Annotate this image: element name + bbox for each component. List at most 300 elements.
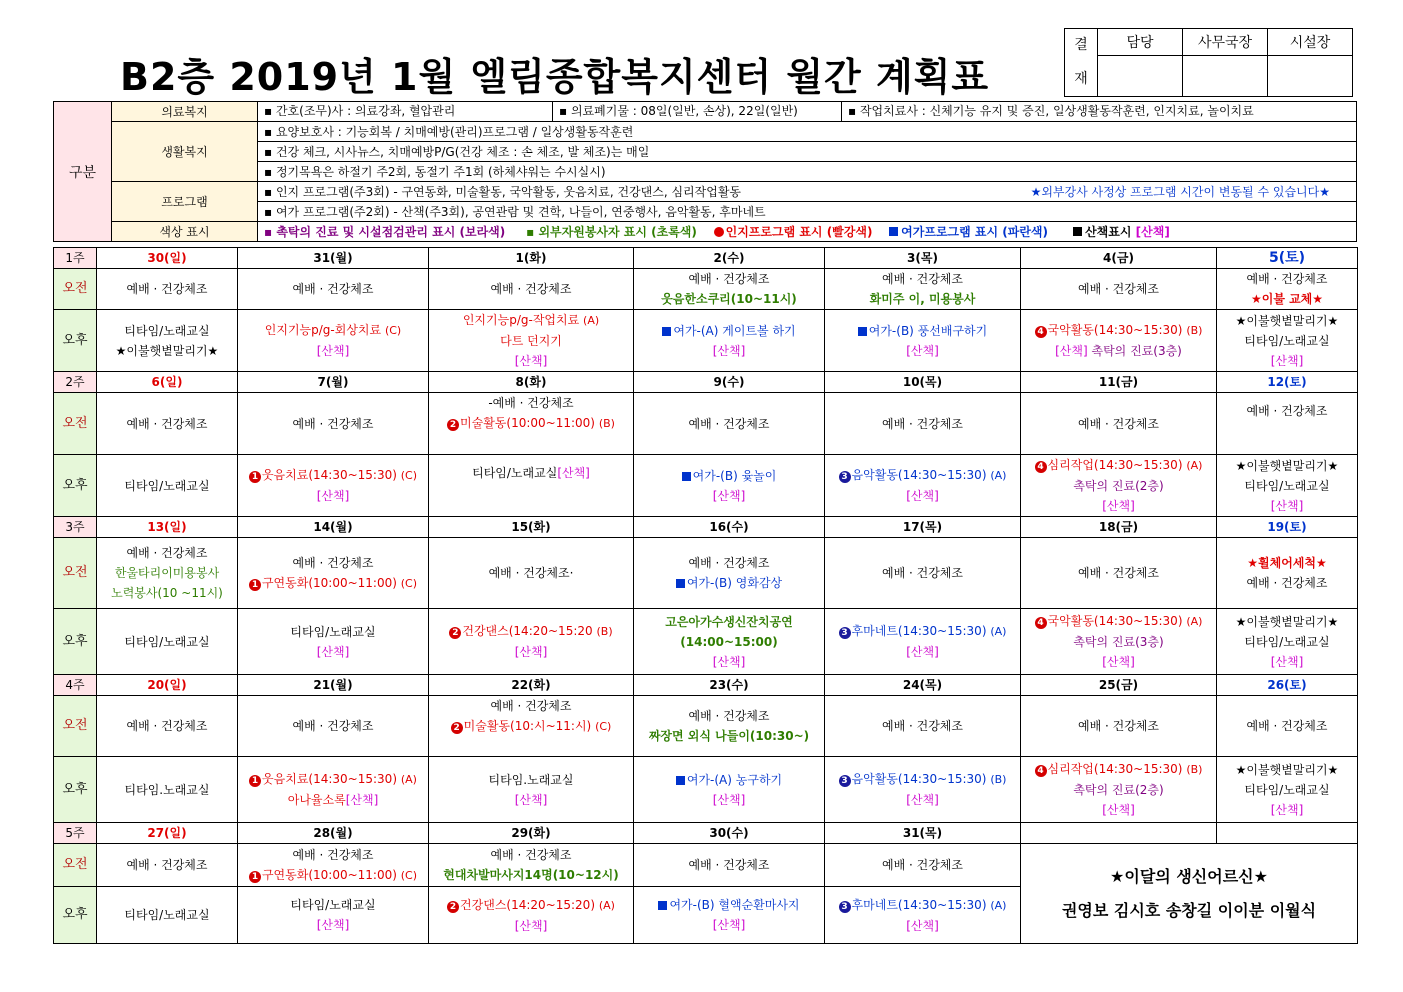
schedule-cell: 4 국악활동(14:30~15:30) (A) 촉탁의 진료(3층) [산책] [1021, 609, 1217, 675]
activity: 예배 · 건강체조 [688, 858, 770, 872]
activity: 예배 · 건강체조 [1246, 272, 1328, 286]
program-note: ★외부강사 사정상 프로그램 시간이 변동될 수 있습니다★ [1030, 185, 1330, 199]
schedule-cell [1021, 696, 1217, 757]
leisure-activity: 여가-(B) 윷놀이 [692, 468, 777, 483]
cognitive-activity: 미술활동(10:시~11:시) [463, 719, 592, 733]
cognitive-activity: 심리작업(14:30~15:30) [1047, 762, 1183, 776]
schedule-cell [825, 538, 1021, 609]
gubun-label: 구분 [54, 102, 112, 242]
date-cell: 28(월) [238, 823, 429, 844]
life-line-3: ▪ 정기목욕은 하절기 주2회, 동절기 주1회 (하체샤워는 수시실시) [258, 162, 1357, 182]
leisure-activity: 여가-(B) 혈액순환마사지 [669, 898, 800, 912]
date-cell: 5(토) [1217, 248, 1358, 269]
program-line-2: ▪ 여가 프로그램(주2회) - 산책(주3회), 공연관람 및 견학, 나들이, 연중행사, 음악활동, 후마네트 [258, 202, 1357, 222]
schedule-cell [825, 844, 1021, 887]
red-dot-icon [714, 227, 724, 237]
schedule-cell: -예배 · 건강체조 2 미술활동(10:00~11:00) (B) [429, 393, 634, 455]
date-cell: 4(금) [1021, 248, 1217, 269]
schedule-cell [1217, 757, 1358, 823]
volunteer-activity: 웃음한소쿠리(10~11시) [661, 292, 797, 306]
date-cell-empty [1021, 823, 1217, 844]
activity: 티타임/노래교실 [1244, 782, 1330, 797]
schedule-cell [238, 269, 429, 310]
program-line-1: ▪ 인지 프로그램(주3회) - 구연동화, 미술활동, 국악활동, 웃음치료, 건강댄스, 심리작업활동 ★외부강사 사정상 프로그램 시간이 변동될 수 있습니다★ [258, 182, 1357, 202]
date-cell: 24(목) [825, 675, 1021, 696]
walk-tag: [산책] [514, 792, 548, 807]
walk-tag: [산책] [316, 644, 350, 659]
cognitive-activity: 인지기능p/g-작업치료 [462, 313, 580, 327]
medical-activity: 촉탁의 진료(3층) [1091, 344, 1182, 358]
activity: 예배 · 건강체조 [490, 282, 572, 296]
schedule-cell [634, 609, 825, 675]
date-cell: 9(수) [634, 372, 825, 393]
number-2-icon: 2 [447, 419, 459, 431]
walk-tag: [산책] [1270, 654, 1304, 669]
activity: ★이불햇볕말리기★ [1235, 762, 1339, 777]
walk-tag: [산책] [1102, 803, 1135, 817]
category-medical: 의료복지 [112, 102, 258, 122]
approval-label [1065, 29, 1098, 97]
date-cell: 31(월) [238, 248, 429, 269]
date-cell: 14(월) [238, 517, 429, 538]
black-square-icon [1073, 227, 1082, 236]
schedule-cell [1217, 609, 1358, 675]
approval-label-1: 결 [1074, 37, 1088, 53]
activity: 예배 · 건강체조 [882, 416, 963, 431]
legend-walk: 산책표시 [1085, 225, 1132, 239]
period-am: 오전 [54, 696, 97, 757]
walk-tag: [산책] [906, 343, 939, 358]
walk-tag: [산책] [906, 793, 939, 807]
cognitive-activity: 미술활동(10:00~11:00) [460, 416, 595, 430]
schedule-cell [97, 269, 238, 310]
schedule-cell [825, 269, 1021, 310]
activity: ★이불햇볕말리기★ [115, 343, 219, 358]
life-line-2: ▪ 건강 체크, 시사뉴스, 치매예방P/G(건강 체조 : 손 체조, 발 체조)는 매일 [258, 142, 1357, 162]
activity: 예배 · 건강체조 [126, 546, 208, 560]
walk-tag: [산책] [514, 354, 548, 368]
activity: 티타임/노래교실 [290, 624, 376, 639]
schedule-cell: 3 후마네트(14:30~15:30) (A) [산책] [825, 609, 1021, 675]
approval-box [1064, 28, 1353, 97]
week-label: 3주 [54, 517, 97, 538]
walk-tag: [산책] [1270, 498, 1304, 513]
date-cell: 19(토) [1217, 517, 1358, 538]
schedule-cell [1217, 696, 1358, 757]
date-cell: 7(월) [238, 372, 429, 393]
activity: 예배 · 건강체조 [1078, 416, 1159, 431]
blue-square-icon [658, 901, 667, 910]
activity: 예배 · 건강체조 [1078, 566, 1159, 580]
approval-signature-slot[interactable] [1183, 56, 1268, 97]
date-cell: 18(금) [1021, 517, 1217, 538]
cognitive-activity: 건강댄스(14:20~15:20) [460, 897, 595, 912]
medical-activity: 촉탁의 진료(2층) [1073, 479, 1164, 493]
number-4-icon: 4 [1035, 326, 1047, 338]
cognitive-activity: 심리작업(14:30~15:30) [1047, 458, 1183, 472]
cognitive-activity: 국악활동(14:30~15:30) [1047, 614, 1183, 628]
schedule-cell [97, 757, 238, 823]
legend-blue: 여가프로그램 표시 (파란색) [901, 225, 1049, 239]
page-title: B2층 2019년 1월 엘림종합복지센터 월간 계획표 [120, 55, 990, 99]
number-1-icon: 1 [249, 775, 261, 787]
date-cell: 12(토) [1217, 372, 1358, 393]
date-cell: 15(화) [429, 517, 634, 538]
schedule-cell [429, 455, 634, 517]
date-cell: 2(수) [634, 248, 825, 269]
activity: 티타임.노래교실 [488, 772, 574, 787]
walk-tag: [산책] [1270, 353, 1304, 368]
color-legend: ▪ 촉탁의 진료 및 시설점검관리 표시 (보라색) ▪ 외부자원봉사자 표시 (초록색) 인지프로그램 표시 (빨강색) 여가프로그램 표시 (파란색) 산책표시 [산책] [258, 222, 1357, 242]
cognitive-activity: 웃음치료(14:30~15:30) [261, 468, 397, 482]
blue-square-icon [676, 579, 685, 588]
legend-green: 외부자원봉사자 표시 (초록색) [538, 225, 697, 239]
number-2-icon: 2 [451, 722, 463, 734]
blue-square-icon [662, 327, 671, 336]
leisure-activity: 여가-(A) 농구하기 [686, 772, 783, 787]
schedule-cell [634, 757, 825, 823]
category-color: 색상 표시 [112, 222, 258, 242]
life-text-1: 요양보호사 : 기능회복 / 치매예방(관리)프로그램 / 일상생활동작훈련 [275, 125, 634, 139]
walk-tag: [산책] [906, 918, 939, 933]
activity: 예배 · 건강체조 [292, 555, 374, 570]
schedule-cell: 1 웃음치료(14:30~15:30) (A) 아나율소록[산책] [238, 757, 429, 823]
schedule-cell [97, 609, 238, 675]
date-cell: 25(금) [1021, 675, 1217, 696]
schedule-cell [238, 393, 429, 455]
life-text-2: 건강 체크, 시사뉴스, 치매예방P/G(건강 체조 : 손 체조, 발 체조)는 매일 [275, 145, 650, 159]
number-2-icon: 2 [447, 901, 459, 913]
legend-walk-tag: [산책] [1135, 225, 1170, 239]
cognitive-activity: 다트 던지기 [500, 334, 562, 348]
schedule-cell [634, 887, 825, 944]
schedule-cell [634, 538, 825, 609]
walk-tag: [산책] [712, 343, 746, 358]
date-cell: 20(일) [97, 675, 238, 696]
walk-tag: [산책] [514, 645, 548, 659]
number-1-icon: 1 [249, 579, 261, 591]
schedule-cell [97, 393, 238, 455]
schedule-cell: 4 심리작업(14:30~15:30) (B) 촉탁의 진료(2층) [산책] [1021, 757, 1217, 823]
week-label: 2주 [54, 372, 97, 393]
schedule-cell [634, 310, 825, 372]
life-line-1: ▪ 요양보호사 : 기능회복 / 치매예방(관리)프로그램 / 일상생활동작훈련 [258, 122, 1357, 142]
period-am: 오전 [54, 538, 97, 609]
activity: 티타임/노래교실 [1244, 333, 1330, 348]
birthday-title: ★이달의 생신어르신★ [1110, 866, 1268, 886]
approval-header-secretary: 사무국장 [1183, 29, 1268, 56]
schedule-cell: 예배 · 건강체조 1 구연동화(10:00~11:00) (C) [238, 538, 429, 609]
activity: 티타임/노래교실 [290, 898, 376, 912]
activity: -예배 · 건강체조 [488, 396, 574, 410]
schedule-cell [1217, 538, 1358, 609]
walk-tag: [산책] [712, 488, 746, 503]
approval-label-2: 재 [1074, 71, 1088, 87]
schedule-cell [238, 887, 429, 944]
activity: 예배 · 건강체조 [292, 416, 374, 431]
cognitive-activity: 구연동화(10:00~11:00) [261, 575, 397, 590]
number-4-icon: 4 [1035, 461, 1047, 473]
schedule-cell: 4 심리작업(14:30~15:30) (A) 촉탁의 진료(2층) [산책] [1021, 455, 1217, 517]
birthday-names: 권영보 김시호 송창길 이이분 이월식 [1061, 900, 1317, 920]
activity: 티타임/노래교실 [124, 908, 210, 922]
schedule-cell [634, 455, 825, 517]
number-3-icon: 3 [839, 627, 851, 639]
leisure-activity: 후마네트(14:30~15:30) [851, 897, 987, 912]
schedule-cell [1021, 538, 1217, 609]
week-label: 4주 [54, 675, 97, 696]
date-cell: 1(화) [429, 248, 634, 269]
activity: 예배 · 건강체조 [126, 282, 208, 296]
number-3-icon: 3 [839, 775, 851, 787]
blue-square-icon [889, 227, 898, 236]
approval-header-manager: 담당 [1098, 29, 1183, 56]
schedule-cell [825, 310, 1021, 372]
activity: 예배 · 건강체조 [1246, 404, 1328, 418]
schedule-cell [634, 393, 825, 455]
number-1-icon: 1 [249, 471, 261, 483]
date-cell-empty [1217, 823, 1358, 844]
blue-square-icon [858, 327, 867, 336]
special-activity: ★휠체어세척★ [1247, 556, 1327, 570]
activity: 예배 · 건강체조 [126, 719, 208, 733]
schedule-cell [429, 844, 634, 887]
activity: 티타임/노래교실 [1244, 478, 1330, 493]
activity: 예배 · 건강체조 [882, 272, 963, 286]
activity: 예배 · 건강체조 [882, 719, 963, 733]
leisure-activity: 음악활동(14:30~15:30) [851, 772, 987, 786]
volunteer-activity: 고은아가수생신잔치공연 [665, 614, 793, 629]
program-leisure: 여가 프로그램(주2회) - 산책(주3회), 공연관람 및 견학, 나들이, 연중행사, 음악활동, 후마네트 [275, 205, 766, 219]
category-program: 프로그램 [112, 182, 258, 222]
period-pm: 오후 [54, 609, 97, 675]
date-cell: 8(화) [429, 372, 634, 393]
schedule-cell: 3 음악활동(14:30~15:30) (B) [산책] [825, 757, 1021, 823]
schedule-cell [1217, 455, 1358, 517]
activity: 예배 · 건강체조 [882, 566, 963, 580]
schedule-cell [97, 696, 238, 757]
schedule-cell [238, 609, 429, 675]
activity: 예배 · 건강체조 [688, 709, 770, 723]
activity: 예배 · 건강체조 [1078, 719, 1159, 733]
date-cell: 10(목) [825, 372, 1021, 393]
schedule-cell [1217, 393, 1358, 455]
activity: 예배 · 건강체조 [292, 719, 374, 733]
activity: 예배 · 건강체조· [488, 566, 574, 580]
number-3-icon: 3 [839, 471, 851, 483]
date-cell: 3(목) [825, 248, 1021, 269]
schedule-cell [825, 696, 1021, 757]
schedule-cell [238, 696, 429, 757]
medical-waste: 의료폐기물 : 08일(일반, 손상), 22일(일반) [570, 104, 798, 118]
period-pm: 오후 [54, 455, 97, 517]
medical-nurse: 간호(조무)사 : 의료강좌, 혈압관리 [275, 104, 456, 118]
walk-tag: [산책] [906, 489, 939, 503]
week-label: 5주 [54, 823, 97, 844]
activity: 예배 · 건강체조 [1246, 719, 1328, 733]
volunteer-activity: 노력봉사(10 ~11시) [111, 586, 223, 600]
leisure-activity: 후마네트(14:30~15:30) [851, 624, 987, 638]
walk-tag: [산책] [316, 344, 350, 358]
schedule-cell: 4 국악활동(14:30~15:30) (B) [산책] 촉탁의 진료(3층) [1021, 310, 1217, 372]
leisure-activity: 여가-(B) 영화감상 [686, 576, 783, 590]
date-cell: 21(월) [238, 675, 429, 696]
approval-signature-slot[interactable] [1098, 56, 1183, 97]
date-cell: 27(일) [97, 823, 238, 844]
schedule-cell [97, 844, 238, 887]
walk-tag: [산책] [345, 793, 379, 807]
number-4-icon: 4 [1035, 617, 1047, 629]
schedule-cell: 예배 · 건강체조 1 구연동화(10:00~11:00) (C) [238, 844, 429, 887]
schedule-cell [1021, 393, 1217, 455]
schedule-cell: 예배 · 건강체조 2 미술활동(10:시~11:시) (C) [429, 696, 634, 757]
activity: 예배 · 건강체조 [1246, 576, 1328, 590]
activity: 예배 · 건강체조 [292, 847, 374, 862]
blue-square-icon [676, 776, 685, 785]
date-cell: 31(목) [825, 823, 1021, 844]
date-cell: 17(목) [825, 517, 1021, 538]
schedule-cell [1217, 310, 1358, 372]
schedule-cell: 인지기능p/g-작업치료 (A) 다트 던지기 [산책] [429, 310, 634, 372]
period-am: 오전 [54, 269, 97, 310]
activity: 티타임/노래교실 [124, 634, 210, 649]
activity: 예배 · 건강체조 [688, 272, 770, 286]
cognitive-activity: 웃음치료(14:30~15:30) [262, 772, 397, 786]
medical-row: ▪ 간호(조무)사 : 의료강좌, 혈압관리 ▪ 의료폐기물 : 08일(일반, 손상), 22일(일반) ▪ 작업치료사 : 신체기능 유지 및 증진, 일상생활동작훈련, 인지치료, 놀이치료 [258, 102, 1357, 122]
period-pm: 오후 [54, 757, 97, 823]
period-am: 오전 [54, 393, 97, 455]
schedule-cell: 3 후마네트(14:30~15:30) (A) [산책] [825, 887, 1021, 944]
approval-header-director: 시설장 [1268, 29, 1353, 56]
volunteer-activity: 화미주 이, 미용봉사 [869, 292, 976, 306]
schedule-cell [634, 696, 825, 757]
date-cell: 26(토) [1217, 675, 1358, 696]
date-cell: 6(일) [97, 372, 238, 393]
walk-tag: [산책] [1102, 655, 1135, 669]
schedule-cell: 2 건강댄스(14:20~15:20) (A) [산책] [429, 887, 634, 944]
medical-activity: 촉탁의 진료(3층) [1073, 635, 1164, 649]
activity: 예배 · 건강체조 [1078, 282, 1159, 296]
walk-tag: [산책] [712, 654, 746, 669]
schedule-cell [825, 393, 1021, 455]
leisure-activity: 여가-(B) 풍선배구하기 [868, 323, 988, 338]
date-cell: 23(수) [634, 675, 825, 696]
cognitive-activity: 구연동화(10:00~11:00) [261, 867, 397, 882]
activity: 예배 · 건강체조 [490, 699, 572, 713]
number-3-icon: 3 [839, 901, 851, 913]
activity: 티타임/노래교실 [472, 466, 558, 480]
date-cell: 22(화) [429, 675, 634, 696]
schedule-cell [429, 269, 634, 310]
approval-signature-slot[interactable] [1268, 56, 1353, 97]
medical-activity: 촉탁의 진료(2층) [1073, 783, 1164, 797]
schedule-cell [429, 538, 634, 609]
period-pm: 오후 [54, 887, 97, 944]
number-4-icon: 4 [1035, 765, 1047, 777]
activity: 예배 · 건강체조 [292, 282, 374, 296]
activity: 예배 · 건강체조 [126, 858, 208, 872]
walk-tag: [산책] [1055, 344, 1088, 358]
activity: 예배 · 건강체조 [882, 858, 963, 872]
medical-ot: 작업치료사 : 신체기능 유지 및 증진, 일상생활동작훈련, 인지치료, 놀이치료 [859, 104, 1254, 118]
date-cell: 29(화) [429, 823, 634, 844]
walk-tag: [산책] [1102, 499, 1135, 513]
date-cell: 30(수) [634, 823, 825, 844]
activity: 예배 · 건강체조 [490, 848, 572, 862]
cognitive-activity: 아나율소록 [287, 793, 346, 807]
info-table [53, 101, 1357, 242]
cognitive-activity: 국악활동(14:30~15:30) [1047, 323, 1183, 337]
cognitive-activity: 인지기능p/g-회상치료 [264, 323, 382, 337]
life-text-3: 정기목욕은 하절기 주2회, 동절기 주1회 (하체샤워는 수시실시) [275, 165, 606, 179]
volunteer-activity: (14:00~15:00) [680, 634, 778, 649]
schedule-cell: 인지기능p/g-회상치료 (C) [산책] [238, 310, 429, 372]
volunteer-activity: 한울타리이미용봉사 [114, 566, 220, 580]
date-cell: 11(금) [1021, 372, 1217, 393]
number-2-icon: 2 [449, 627, 461, 639]
schedule-cell [97, 887, 238, 944]
activity: ★이불햇볕말리기★ [1235, 313, 1339, 328]
number-1-icon: 1 [249, 871, 261, 883]
special-activity: ★이불 교체★ [1250, 292, 1324, 306]
activity: 티타임/노래교실 [124, 478, 210, 493]
date-cell: 16(수) [634, 517, 825, 538]
schedule-cell [97, 310, 238, 372]
program-cognitive: 인지 프로그램(주3회) - 구연동화, 미술활동, 국악활동, 웃음치료, 건강댄스, 심리작업활동 [275, 185, 742, 199]
activity: ★이불햇볕말리기★ [1235, 458, 1339, 473]
activity: 예배 · 건강체조 [688, 556, 770, 570]
schedule-cell [97, 455, 238, 517]
walk-tag: [산책] [906, 645, 939, 659]
legend-red: 인지프로그램 표시 (빨강색) [725, 225, 873, 239]
date-cell: 13(일) [97, 517, 238, 538]
period-pm: 오후 [54, 310, 97, 372]
week-label: 1주 [54, 248, 97, 269]
walk-tag: [산책] [316, 918, 350, 932]
category-life: 생활복지 [112, 122, 258, 182]
activity: 예배 · 건강체조 [126, 416, 208, 431]
schedule-cell [1021, 269, 1217, 310]
leisure-activity: 음악활동(14:30~15:30) [851, 468, 987, 482]
schedule-cell: 1 웃음치료(14:30~15:30) (C) [산책] [238, 455, 429, 517]
walk-tag: [산책] [514, 918, 548, 933]
activity: ★이불햇볕말리기★ [1235, 614, 1339, 629]
volunteer-activity: 현대차발마사지14명(10~12시) [443, 868, 619, 882]
walk-tag: [산책] [712, 918, 746, 932]
activity: 티타임.노래교실 [124, 782, 210, 797]
volunteer-activity: 짜장면 외식 나들이(10:30~) [648, 729, 810, 743]
activity: 티타임/노래교실 [124, 323, 210, 338]
walk-tag: [산책] [1270, 802, 1304, 817]
activity: 티타임/노래교실 [1244, 634, 1330, 649]
schedule-cell [429, 757, 634, 823]
schedule-cell [634, 269, 825, 310]
schedule-cell [634, 844, 825, 887]
schedule-cell [97, 538, 238, 609]
calendar-table [53, 247, 1358, 944]
leisure-activity: 여가-(A) 게이트볼 하기 [673, 323, 796, 338]
schedule-cell: 2 건강댄스(14:20~15:20 (B) [산책] [429, 609, 634, 675]
birthday-box [1021, 844, 1358, 944]
walk-tag: [산책] [316, 489, 350, 503]
period-am: 오전 [54, 844, 97, 887]
walk-tag: [산책] [557, 466, 590, 480]
legend-purple: 촉탁의 진료 및 시설점검관리 표시 (보라색) [276, 225, 506, 239]
schedule-cell: 3 음악활동(14:30~15:30) (A) [산책] [825, 455, 1021, 517]
walk-tag: [산책] [712, 792, 746, 807]
date-cell: 30(일) [97, 248, 238, 269]
blue-square-icon [682, 472, 691, 481]
